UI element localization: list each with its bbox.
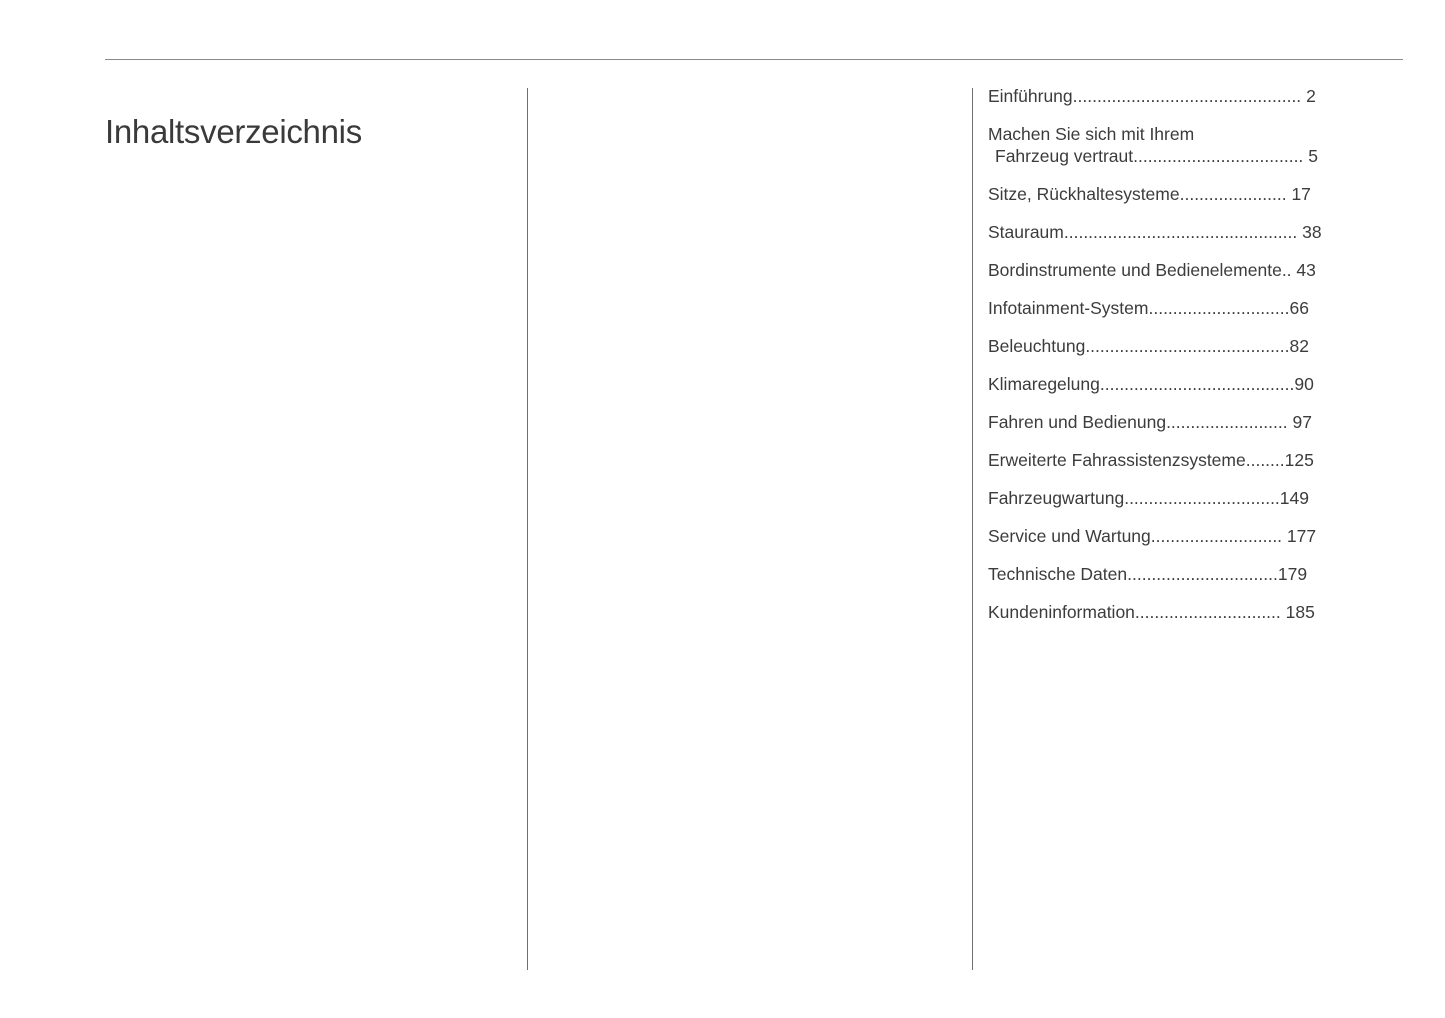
toc-leader-dots: .............................. bbox=[1134, 602, 1281, 622]
toc-entry-label: Einführung bbox=[988, 86, 1073, 106]
toc-leader-dots: ........................... bbox=[1150, 526, 1283, 546]
toc-leader-dots: ................................... bbox=[1133, 146, 1304, 166]
toc-entry-page: 2 bbox=[1306, 86, 1316, 106]
toc-entry-label: Fahrzeugwartung bbox=[988, 488, 1125, 508]
toc-leader-dots: ........ bbox=[1245, 450, 1285, 470]
toc-entry-label: Technische Daten bbox=[988, 564, 1128, 584]
toc-entry-label: Bordinstrumente und Bedienelemente bbox=[988, 260, 1282, 280]
toc-entry-label: Service und Wartung bbox=[988, 526, 1151, 546]
toc-entry[interactable] bbox=[988, 564, 1400, 584]
toc-entry[interactable] bbox=[988, 260, 1400, 280]
toc-entry-label: Fahren und Bedienung bbox=[988, 412, 1167, 432]
toc-entry-label: Stauraum bbox=[988, 222, 1064, 242]
toc-entry[interactable] bbox=[988, 450, 1400, 470]
toc-entry[interactable] bbox=[988, 526, 1400, 546]
header-divider bbox=[105, 59, 1403, 60]
table-of-contents bbox=[988, 86, 1400, 640]
toc-entry[interactable] bbox=[988, 222, 1400, 242]
toc-entry-page: 43 bbox=[1296, 260, 1316, 280]
toc-entry-page: 97 bbox=[1292, 412, 1312, 432]
toc-entry-label-line2: Fahrzeug vertraut................................... 5 bbox=[995, 146, 1318, 166]
toc-entry[interactable] bbox=[988, 412, 1400, 432]
toc-leader-dots: ............................... bbox=[1127, 564, 1278, 584]
toc-entry[interactable] bbox=[988, 124, 1400, 166]
toc-entry-label: Beleuchtung bbox=[988, 336, 1086, 356]
toc-leader-dots: .......................................... bbox=[1085, 336, 1290, 356]
toc-leader-dots: ................................................ bbox=[1063, 222, 1298, 242]
toc-entry-page: 185 bbox=[1285, 602, 1315, 622]
toc-leader-dots: ......................... bbox=[1166, 412, 1288, 432]
toc-leader-dots: ............................................... bbox=[1072, 86, 1302, 106]
toc-entry[interactable] bbox=[988, 488, 1400, 508]
toc-entry-label: Machen Sie sich mit Ihrem bbox=[988, 124, 1195, 144]
toc-entry[interactable] bbox=[988, 336, 1400, 356]
toc-entry-page: 5 bbox=[1308, 146, 1318, 166]
toc-leader-dots: ............................. bbox=[1148, 298, 1290, 318]
toc-entry[interactable] bbox=[988, 184, 1400, 204]
toc-entry-page: 90 bbox=[1294, 374, 1314, 394]
toc-entry-label: Kundeninformation bbox=[988, 602, 1135, 622]
toc-entry-label: Klimaregelung bbox=[988, 374, 1100, 394]
toc-leader-dots: ........................................ bbox=[1099, 374, 1295, 394]
toc-entry-page: 149 bbox=[1279, 488, 1309, 508]
toc-entry[interactable] bbox=[988, 298, 1400, 318]
toc-entry-page: 179 bbox=[1277, 564, 1308, 584]
column-divider-left bbox=[527, 88, 528, 970]
column-divider-right bbox=[972, 88, 973, 970]
toc-leader-dots: .. bbox=[1281, 260, 1292, 280]
toc-entry-page: 125 bbox=[1284, 450, 1314, 470]
toc-entry-page: 82 bbox=[1289, 336, 1309, 356]
toc-entry[interactable] bbox=[988, 602, 1400, 622]
toc-leader-dots: ................................ bbox=[1124, 488, 1280, 508]
toc-entry-label: Infotainment-System bbox=[988, 298, 1149, 318]
toc-entry-page: 66 bbox=[1289, 298, 1309, 318]
page-title: Inhaltsverzeichnis bbox=[105, 113, 362, 151]
toc-entry-label: Erweiterte Fahrassistenzsysteme bbox=[988, 450, 1246, 470]
toc-leader-dots: ...................... bbox=[1179, 184, 1287, 204]
toc-entry-label: Sitze, Rückhaltesysteme bbox=[988, 184, 1180, 204]
toc-entry-page: 17 bbox=[1291, 184, 1311, 204]
toc-entry-page: 38 bbox=[1302, 222, 1322, 242]
toc-entry[interactable] bbox=[988, 374, 1400, 394]
toc-entry[interactable] bbox=[988, 86, 1400, 106]
toc-entry-page: 177 bbox=[1286, 526, 1317, 546]
